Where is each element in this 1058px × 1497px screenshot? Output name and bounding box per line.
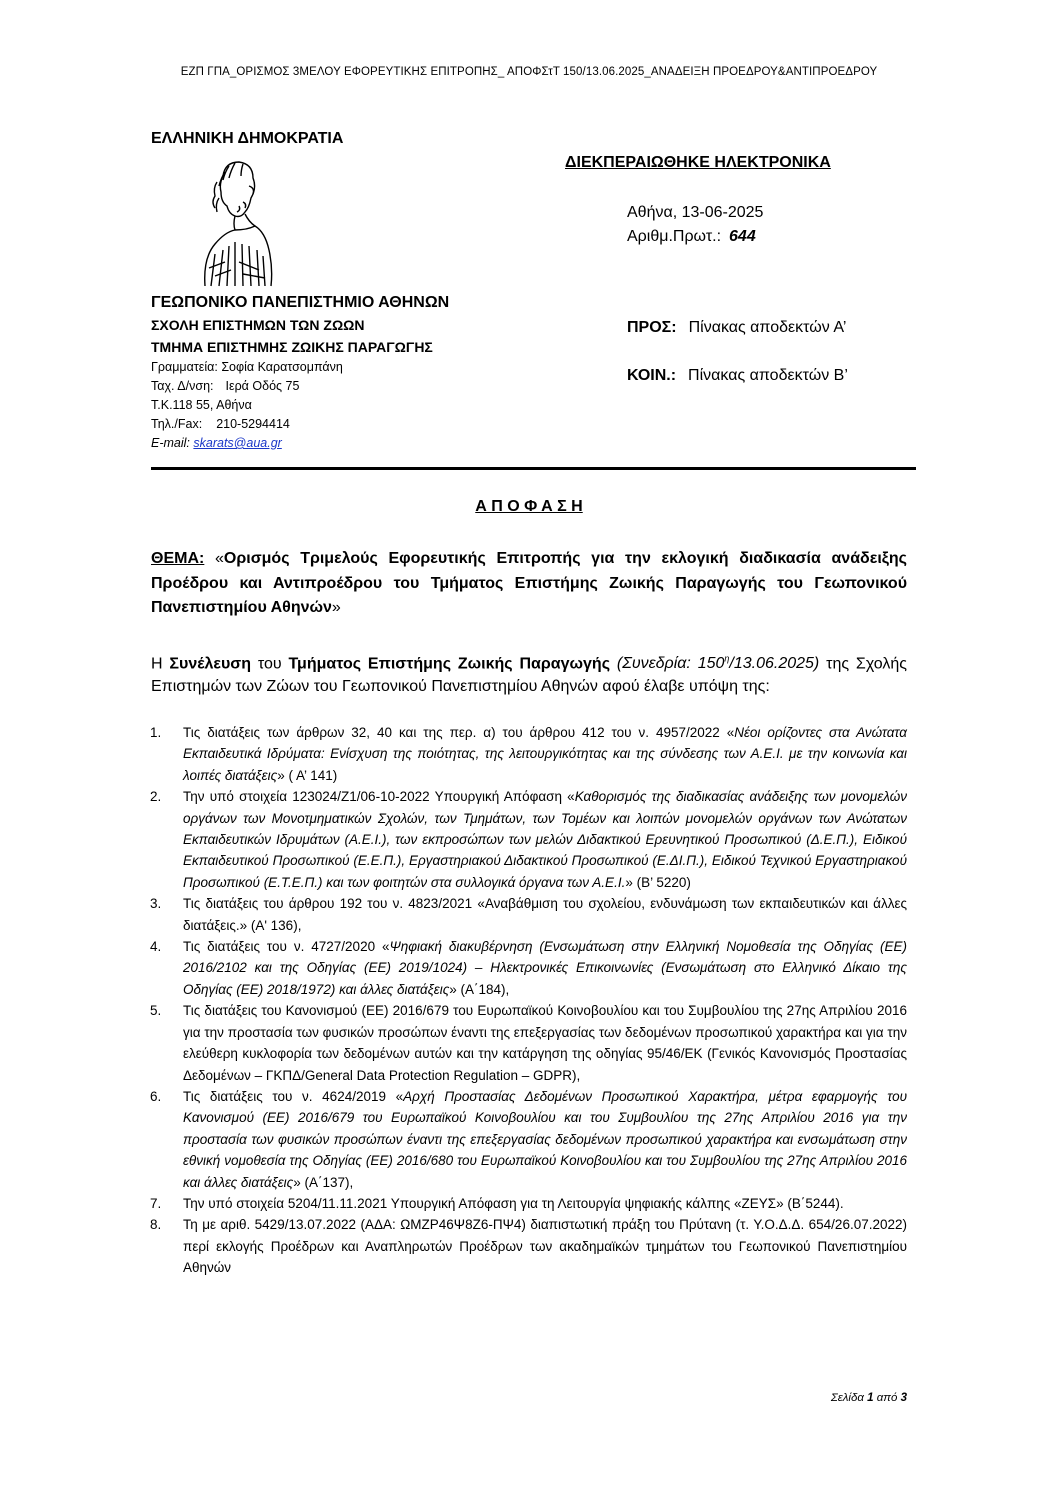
- page-total: 3: [900, 1392, 907, 1404]
- to-label: ΠΡΟΣ:: [627, 319, 677, 336]
- email-label: E-mail:: [151, 436, 190, 450]
- protocol-line: [627, 225, 763, 249]
- subject-label: ΘΕΜΑ:: [151, 550, 205, 567]
- protocol-label: Αριθμ.Πρωτ.:: [627, 228, 722, 245]
- university-name: ΓΕΩΠΟΝΙΚΟ ΠΑΝΕΠΙΣΤΗΜΙΟ ΑΘΗΝΩΝ: [151, 294, 450, 311]
- republic-title: ΕΛΛΗΝΙΚΗ ΔΗΜΟΚΡΑΤΙΑ: [151, 130, 344, 147]
- email-link[interactable]: skarats@aua.gr: [193, 436, 282, 450]
- subject-line-1: Ορισμός Τριμελούς Εφορευτικής Επιτροπής για την εκλογική διαδικασία ανάδειξης: [223, 550, 908, 567]
- cc-line: [627, 367, 848, 385]
- list-item: 6. Τις διατάξεις του ν. 4624/2019 «Αρχή Προστασίας Δεδομένων Προσωπικού Χαρακτήρα, μέτρα εφαρμογής του Κανονισμού (ΕΕ) 2016/679 του Ευρωπαϊκού Κοινοβουλίου και του Συμβουλίου της 27ης Απριλίου 2016 για την προστασία των φυσικών προσώπων έναντι της επεξεργασίας δεδομένων προσωπικού χαρακτήρα και ενσωμάτωση στην εθνική νομοθεσία της Οδηγίας (ΕΕ) 2016/680 του Ευρωπαϊκού Κοινοβουλίου και του Συμβουλίου της 27ης Απριλίου 2016 και άλλες διατάξεις» (Α΄137),: [150, 1088, 907, 1190]
- list-item: 4. Τις διατάξεις του ν. 4727/2020 «Ψηφιακή διακυβέρνηση (Ενσωμάτωση στην Ελληνική Νομοθεσία της Οδηγίας (ΕΕ) 2016/2102 και της Οδηγίας (ΕΕ) 2019/1024) – Ηλεκτρονικές Επικοινωνίες (Ενσωμάτωση στο Ελληνικό Δίκαιο της Οδηγίας (ΕΕ) 2018/1972) και άλλες διατάξεις» (Α΄184),: [150, 939, 907, 997]
- department-name: ΤΜΗΜΑ ΕΠΙΣΤΗΜΗΣ ΖΩΙΚΗΣ ΠΑΡΑΓΩΓΗΣ: [151, 339, 433, 355]
- address-line: [151, 377, 449, 396]
- considerations-list: [150, 722, 907, 1279]
- phone-label: Τηλ./Fax:: [151, 417, 203, 431]
- intro-session: (Συνεδρία: $150^\eta/13.06.2025$): [616, 654, 820, 673]
- document-header-line: ΕΖΠ ΓΠΑ_ΟΡΙΣΜΟΣ 3ΜΕΛΟΥ ΕΦΟΡΕΥΤΙΚΗΣ ΕΠΙΤΡΟΠΗΣ_ ΑΠΟΦΣτΤ 150/13.06.2025_ΑΝΑΔΕΙΞΗ ΠΡΟΕΔΡΟΥ&ΑΝΤΙΠΡΟΕΔΡΟΥ: [180, 66, 878, 78]
- cc-label: ΚΟΙΝ.:: [627, 367, 677, 384]
- list-item: 5. Τις διατάξεις του Κανονισμού (ΕΕ) 2016/679 του Ευρωπαϊκού Κοινοβουλίου και του Συμβουλίου της 27ης Απριλίου 2016 για την προστασία των φυσικών προσώπων έναντι της επεξεργασίας των δεδομένων προσωπικού χαρακτήρα και για την ελεύθερη κυκλοφορία των δεδομένων αυτών και την κατάργηση της οδηγίας 95/46/ΕΚ (Γενικός Κανονισμός Προστασίας Δεδομένων – ΓΚΠΔ/General Data Protection Regulation – GDPR),: [150, 1003, 907, 1083]
- list-item: 7. Την υπό στοιχεία 5204/11.11.2021 Υπουργική Απόφαση για τη Λειτουργία ψηφιακής κάλπης «ΖΕΥΣ» (Β΄5244).: [150, 1195, 844, 1211]
- decision-title: Α Π Ο Φ Α Σ Η: [475, 498, 583, 515]
- school-name: ΣΧΟΛΗ ΕΠΙΣΤΗΜΩΝ ΤΩΝ ΖΩΩΝ: [151, 317, 365, 333]
- address-value: Ιερά Οδός 75: [225, 379, 300, 393]
- to-value: Πίνακας αποδεκτών Α’: [688, 319, 847, 336]
- processed-electronically: ΔΙΕΚΠΕΡΑΙΩΘΗΚΕ ΗΛΕΚΤΡΟΝΙΚΑ: [565, 154, 831, 171]
- university-emblem-icon: [195, 158, 275, 288]
- page-footer: Σελίδα 1 από 3: [830, 1392, 907, 1404]
- phone-line: [151, 415, 449, 434]
- subject-block: [151, 547, 907, 621]
- subject-open-quote: «: [204, 550, 224, 567]
- postal-line: Τ.Κ.118 55, Αθήνα: [151, 398, 252, 412]
- email-line: [151, 434, 449, 453]
- subject-line-3: Πανεπιστημίου Αθηνών: [151, 599, 332, 616]
- list-item: 1. Τις διατάξεις των άρθρων 32, 40 και της περ. α) του άρθρου 412 του ν. 4957/2022 «Νέοι ορίζοντες στα Ανώτατα Εκπαιδευτικά Ιδρύματα: Ενίσχυση της ποιότητας, της λειτουργικότητας και της σύνδεσης των Α.Ε.Ι. με την κοινωνία και λοιπές διατάξεις» ( Α’ 141): [150, 725, 907, 783]
- protocol-number: 644: [729, 228, 756, 245]
- list-item: 8. Τη με αριθ. 5429/13.07.2022 (ΑΔΑ: ΩΜΖΡ46Ψ8Ζ6-ΠΨ4) διαπιστωτική πράξη του Πρύτανη (τ. Υ.Ο.Δ.Δ. 654/26.07.2022) περί εκλογής Προέδρων και Αναπληρωτών Προέδρων των ακαδημαϊκών τμημάτων του Γεωπονικού Πανεπιστημίου Αθηνών: [150, 1217, 907, 1276]
- header-divider: [151, 467, 916, 470]
- list-item: 3. Τις διατάξεις του άρθρου 192 του ν. 4823/2021 «Αναβάθμιση του σχολείου, ενδυνάμωση των εκπαιδευτικών και άλλες διατάξεις.» (Α' 136),: [150, 896, 907, 933]
- page-number: 1: [867, 1392, 874, 1404]
- address-label: Ταχ. Δ/νση:: [151, 379, 214, 393]
- subject-close-quote: »: [331, 599, 341, 616]
- secretariat-line: Γραμματεία: Σοφία Καρατσομπάνη: [151, 360, 343, 374]
- to-line: [627, 319, 846, 337]
- date-line: Αθήνα, 13-06-2025: [627, 204, 764, 221]
- intro-department: Τμήματος Επιστήμης Ζωικής Παραγωγής: [288, 655, 611, 673]
- subject-line-2: Προέδρου και Αντιπροέδρου του Τμήματος Επιστήμης Ζωικής Παραγωγής του Γεωπονικού: [151, 574, 907, 592]
- phone-value: 210-5294414: [216, 417, 290, 431]
- list-item: 2. Την υπό στοιχεία 123024/Ζ1/06-10-2022 Υπουργική Απόφαση «Καθορισμός της διαδικασίας ανάδειξης των μονομελών οργάνων των Μονοτμηματικών Σχολών, των Τμημάτων, των Τομέων και λοιπών μονομελών οργάνων των Ανώτατων Εκπαιδευτικών Ιδρυμάτων (Α.Ε.Ι.), των εκπροσώπων των μελών Διδακτικού Ερευνητικού Προσωπικού (Δ.Ε.Π.), Ειδικού Εκπαιδευτικού Προσωπικού (Ε.Ε.Π.), Εργαστηριακού Διδακτικού Προσωπικού (Ε.ΔΙ.Π.), Ειδικού Τεχνικού Εργαστηριακού Προσωπικού (Ε.Τ.Ε.Π.) και των φοιτητών στα συλλογικά όργανα των Α.Ε.Ι.» (Β’ 5220): [150, 789, 907, 890]
- cc-value: Πίνακας αποδεκτών Β’: [688, 367, 848, 384]
- intro-paragraph: Η Συνέλευση του Τμήματος Επιστήμης Ζωικής Παραγωγής (Συνεδρία: $150^\eta/13.06.2025$) της Σχολής Επιστημών των Ζώων του Γεωπονικού Πανεπιστημίου Αθηνών αφού έλαβε υπόψη της:: [151, 654, 907, 696]
- intro-assembly: Συνέλευση: [169, 655, 251, 673]
